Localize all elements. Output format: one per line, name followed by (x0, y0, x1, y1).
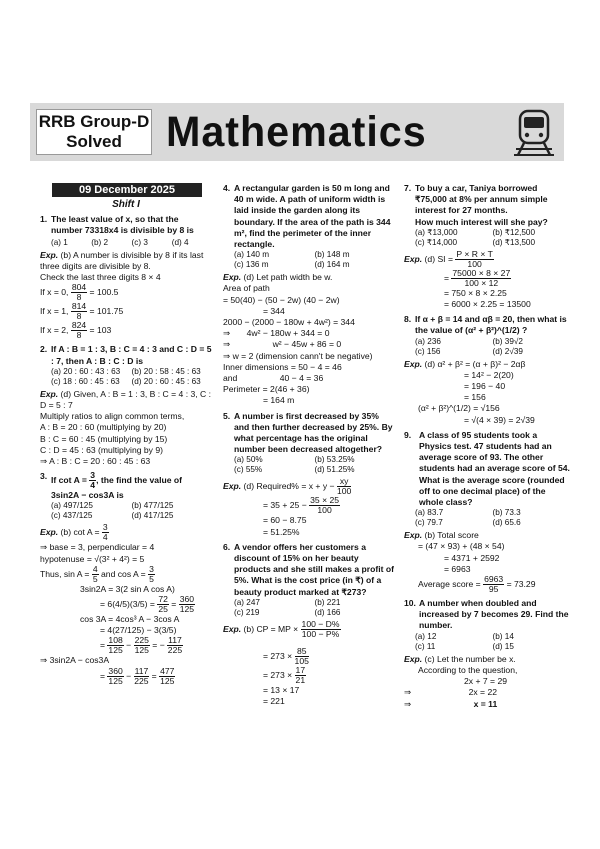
explanation-q10: Exp. (c) Let the number be x. (404, 653, 516, 664)
question-8: 8. If α + β = 14 and αβ = 20, then what is the value of (α² + β²)^(1/2) ? (404, 314, 567, 336)
question-6: 6. A vendor offers her customers a discount of 15% on her beauty products and she still makes a profit of 5%. What is the cost price (in ₹) of a beauty product marked at ₹273? (223, 541, 394, 597)
options-q9: (a) 83.7 (b) 73.3 (c) 79.7 (d) 65.6 (415, 508, 521, 528)
explanation-q2: Exp. (d) Given, A : B = 1 : 3, B : C = 4 : 3, C : D = 5 : 7 (40, 388, 212, 411)
explanation-q3: Exp. (b) cot A = $\frac{3}{4}$ (40, 522, 108, 543)
badge-line-1: RRB Group-D (38, 112, 150, 131)
explanation-q9: Exp. (b) Total score (404, 530, 479, 541)
question-4: 4. A rectangular garden is 50 m long and 40 m wide. A path of uniform width is laid inside the garden along its boundary. If the area of the path is 344 m², find the perimeter of the inner rectangle. (223, 183, 391, 250)
train-icon (512, 107, 556, 159)
exam-badge (36, 109, 152, 155)
explanation-q5: Exp. (d) Required% = x + y − $\frac{xy}{100}$ (223, 476, 352, 497)
options-q2: (a) 20 : 60 : 43 : 63 (b) 20 : 58 : 45 : 63 (c) 18 : 60 : 45 : 63 (d) 20 : 60 : 45 : 63 (51, 366, 201, 386)
options-q5: (a) 50% (b) 53.25% (c) 55% (d) 51.25% (234, 455, 355, 475)
column-3: 7. To buy a car, Taniya borrowed ₹75,000 at 8% per annum simple interest for 27 months. How much interest will she pay? (a) ₹13,000 (b) ₹12,500 (c) ₹14,000 (d) ₹13,500 Exp. (d) SI = $\frac{P \times R \times T}{100}$ = $\frac{75000 \times 8 \times 27}{100 \times 12}$ = 750 × 8 × 2.25 = 6000 × 2.25 = 13500 8. If α + β = 14 and αβ = 20, then what is the value of (α² + β²)^(1/2) ? (a) 236 (b) 39√2 (c) 156 (d) 2√39 Exp. (d) α² + β² = (α + β)² − 2αβ = 14² − 2(20) = 196 − 40 = 156 (α² + β²)^(1/2) = √156 = √(4 × 39) = 2√39 9. A class of 95 students took a Physics test. 47 students had an average score of 93. The other students had an average score of 54. What is the average score (rounded off to one decimal place) of the whole class? (a) 83.7 (b) 73.3 (c) 79.7 (d) 65.6 Exp. (b) Total score = (47 × 93) + (48 × 54) = 4371 + 2592 = 6963 Average score = $\frac{6963}{95}$ = 73.29 10. A number when doubled and increased by 7 becomes 29. Find the number. (a) 12 (b) 14 (c) 11 (d) 15 Exp. (c) Let the number be x. According to the question, 2x + 7 = 29 ⇒ 2x = 22 ⇒ x = 11 (404, 183, 570, 709)
explanation-q6: Exp. (b) CP = MP × $\frac{100 - D\%}{100 - P\%}$ (223, 618, 340, 639)
options-q6: (a) 247 (b) 221 (c) 219 (d) 166 (234, 597, 341, 617)
options-q1: (a) 1 (b) 2 (c) 3 (d) 4 (51, 237, 189, 247)
question-1: 1. The least value of x, so that the number 73318x4 is divisible by 8 is (40, 214, 194, 236)
page-title: Mathematics (166, 108, 427, 156)
explanation-q7: Exp. (d) SI = $\frac{P \times R \times T}{100}$ (404, 248, 493, 269)
badge-line-2: Solved (66, 132, 122, 151)
column-2: 4. A rectangular garden is 50 m long and 40 m wide. A path of uniform width is laid inside the garden along its boundary. If the area of the path is 344 m², find the perimeter of the inner rectangle. (a) 140 m (b) 148 m (c) 136 m (d) 164 m Exp. (d) Let path width be w. Area of path = 50(40) − (50 − 2w) (40 − 2w) = 344 2000 − (2000 − 180w + 4w²) = 344 ⇒ 4w² − 180w + 344 = 0 ⇒ w² − 45w + 86 = 0 ⇒ w = 2 (dimension cann't be negative) Inner dimensions = 50 − 4 = 46 and 40 − 4 = 36 Perimeter = 2(46 + 36) = 164 m 5. A number is first decreased by 35% and then further decreased by 25%. By what percentage has the original number been decreased altogether? (a) 50% (b) 53.25% (c) 55% (d) 51.25% Exp. (d) Required% = x + y − $\frac{xy}{100}$ = 35 + 25 − $\frac{35 \times 25}{100}$ = 60 − 8.75 = 51.25% 6. A vendor offers her customers a discount of 15% on her beauty products and she still makes a profit of 5%. What is the cost price (in ₹) of a beauty product marked at ₹273? (a) 247 (b) 221 (c) 219 (d) 166 Exp. (b) CP = MP × $\frac{100 - D\%}{100 - P\%}$ = 273 × $\frac{85}{105}$ = 273 × $\frac{17}{21}$ = 13 × 17 = 221 (223, 183, 394, 707)
options-q3: (a) 497/125 (b) 477/125 (c) 437/125 (d) 417/125 (51, 501, 174, 521)
options-q4: (a) 140 m (b) 148 m (c) 136 m (d) 164 m (234, 250, 350, 270)
question-9: 9. A class of 95 students took a Physics test. 47 students had an average score of 93. The other students had an average score of 54. What is the average score (rounded off to one decimal place) of the whole class? (404, 429, 570, 508)
explanation-q1: Exp. (b) A number is divisible by 8 if its last three digits are divisible by 8. (40, 249, 204, 272)
explanation-q4: Exp. (d) Let path width be w. (223, 272, 333, 283)
question-10: 10. A number when doubled and increased by 7 becomes 29. Find the number. (404, 598, 569, 631)
date-heading: 09 December 2025 (52, 183, 202, 197)
question-3: 3. If cot A = $\frac{3}{4}$ , the find the value of 3sin2A − cos3A is (40, 470, 183, 501)
options-q7: (a) ₹13,000 (b) ₹12,500 (c) ₹14,000 (d) ₹13,500 (415, 227, 536, 247)
explanation-q8: Exp. (d) α² + β² = (α + β)² − 2αβ (404, 358, 526, 369)
question-5: 5. A number is first decreased by 35% and then further decreased by 25%. By what percentage has the original number been decreased altogether? (223, 410, 393, 455)
column-1: 09 December 2025 Shift I 1. The least value of x, so that the number 73318x4 is divisible by 8 is (a) 1 (b) 2 (c) 3 (d) 4 Exp. (b) A number is divisible by 8 if its last three digits are divisible by 8. Check the last three digits 8 × 4 If x = 0, $\frac{804}{8}$ = 100.5 If x = 1, $\frac{814}{8}$ = 101.75 If x = 2, $\frac{824}{8}$ = 103 2. If A : B = 1 : 3, B : C = 4 : 3 and C : D = 5 : 7, then A : B : C : D is (a) 20 : 60 : 43 : 63 (b) 20 : 58 : 45 : 63 (c) 18 : 60 : 45 : 63 (d) 20 : 60 : 45 : 63 Exp. (d) Given, A : B = 1 : 3, B : C = 4 : 3, C : D = 5 : 7 Multiply ratios to align common terms, A : B = 20 : 60 (multiplying by 20) B : C = 60 : 45 (multiplying by 15) C : D = 45 : 63 (multiplying by 9) ⇒ A : B : C = 20 : 60 : 45 : 63 3. If cot A = $\frac{3}{4}$ , the find the value of 3sin2A − cos3A is (a) 497/125 (b) 477/125 (c) 437/125 (d) 417/125 Exp. (b) cot A = $\frac{3}{4}$ ⇒ base = 3, perpendicular = 4 hypotenuse = √(3² + 4²) = 5 Thus, sin A = $\frac{4}{5}$ and cos A = $\frac{3}{5}$ 3sin2A = 3(2 sin A cos A) = 6(4/5)(3/5) = $\frac{72}{25}$ = $\frac{360}{125}$ cos 3A = 4cos³ A − 3cos A = 4(27/125) − 3(3/5) = $\frac{108}{125}$ − $\frac{225}{125}$ = − $\frac{117}{225}$ ⇒ 3sin2A − cos3A = $\frac{360}{125}$ − $\frac{117}{225}$ = $\frac{477}{125}$ (40, 184, 212, 686)
shift-heading: Shift I (112, 199, 140, 210)
options-q10: (a) 12 (b) 14 (c) 11 (d) 15 (415, 631, 514, 651)
question-2: 2. If A : B = 1 : 3, B : C = 4 : 3 and C : D = 5 : 7, then A : B : C : D is (40, 344, 212, 366)
options-q8: (a) 236 (b) 39√2 (c) 156 (d) 2√39 (415, 336, 523, 356)
question-7: 7. To buy a car, Taniya borrowed ₹75,000 at 8% per annum simple interest for 27 months. (404, 183, 548, 216)
